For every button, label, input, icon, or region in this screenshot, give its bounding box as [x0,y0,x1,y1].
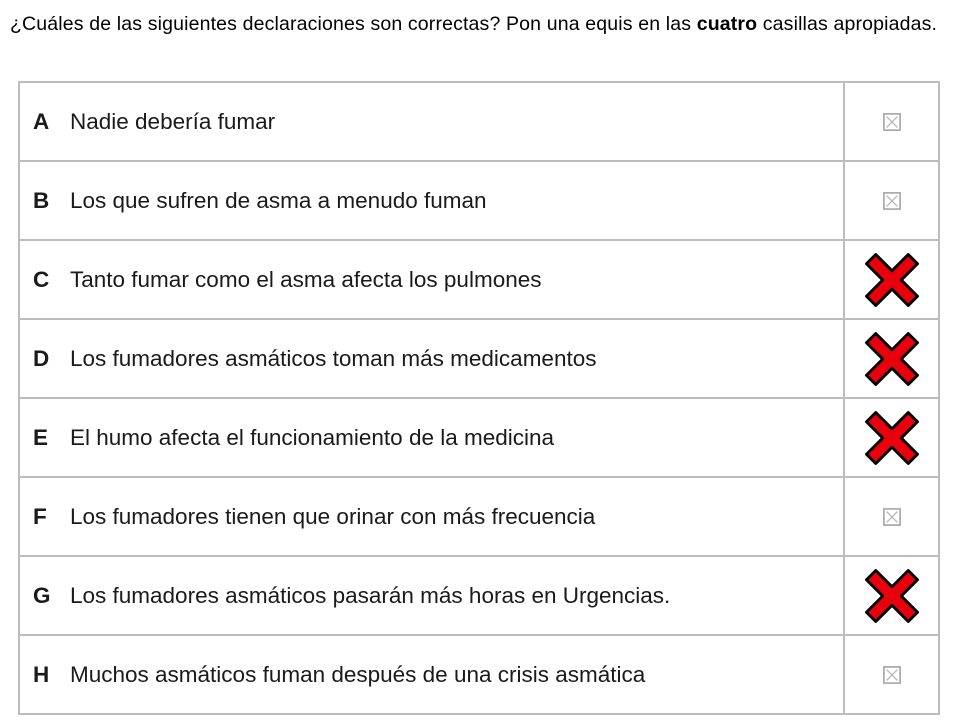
question-instruction [10,9,950,39]
statements-table [18,81,940,715]
statement-text-cell [20,636,845,713]
statement-row-e [20,399,938,478]
statement-row-f [20,478,938,557]
checkbox-cell[interactable] [845,399,938,476]
instruction-text-after: casillas apropiadas. [757,13,938,35]
statement-letter: A [33,108,50,134]
statement-letter: D [33,345,50,371]
instruction-text-before: ¿Cuáles de las siguientes declaraciones son correctas? Pon una equis en las [10,13,697,35]
statement-row-g [20,557,938,636]
statement-letter: F [33,503,47,529]
statement-label: Muchos asmáticos fuman después de una crisis asmática [70,661,646,687]
statement-letter: C [33,266,50,292]
checkbox-cell[interactable] [845,636,938,713]
checkbox-icon [883,508,901,526]
instruction-bold-word: cuatro [696,13,758,35]
statement-text-cell [20,320,845,397]
red-x-mark-icon [863,409,921,467]
statement-label: Tanto fumar como el asma afecta los pulmones [70,266,542,292]
checkbox-cell[interactable] [845,83,938,160]
statement-row-h [20,636,938,713]
statement-text-cell [20,557,845,634]
checkbox-icon [883,666,901,684]
checkbox-cell[interactable] [845,241,938,318]
checkbox-cell[interactable] [845,557,938,634]
checkbox-icon [883,192,901,210]
statement-letter: B [33,187,50,213]
statement-text-cell [20,83,845,160]
statement-letter: E [33,424,49,450]
red-x-mark-icon [863,330,921,388]
statement-row-a [20,83,938,162]
checkbox-cell[interactable] [845,478,938,555]
statement-row-c [20,241,938,320]
red-x-mark-icon [863,251,921,309]
statement-label: Los fumadores asmáticos pasarán más horas en Urgencias. [70,582,671,608]
statement-text-cell [20,399,845,476]
statement-text-cell [20,162,845,239]
statement-row-b [20,162,938,241]
checkbox-cell[interactable] [845,320,938,397]
statement-label: Los fumadores tienen que orinar con más frecuencia [70,503,596,529]
statement-text-cell [20,241,845,318]
statement-label: Los que sufren de asma a menudo fuman [70,187,487,213]
checkbox-cell[interactable] [845,162,938,239]
checkbox-icon [883,113,901,131]
statement-letter: H [33,661,50,687]
red-x-mark-icon [863,567,921,625]
statement-letter: G [33,582,51,608]
statement-row-d [20,320,938,399]
statement-label: Nadie debería fumar [70,108,276,134]
statement-label: El humo afecta el funcionamiento de la medicina [70,424,555,450]
statement-label: Los fumadores asmáticos toman más medicamentos [70,345,597,371]
statement-text-cell [20,478,845,555]
